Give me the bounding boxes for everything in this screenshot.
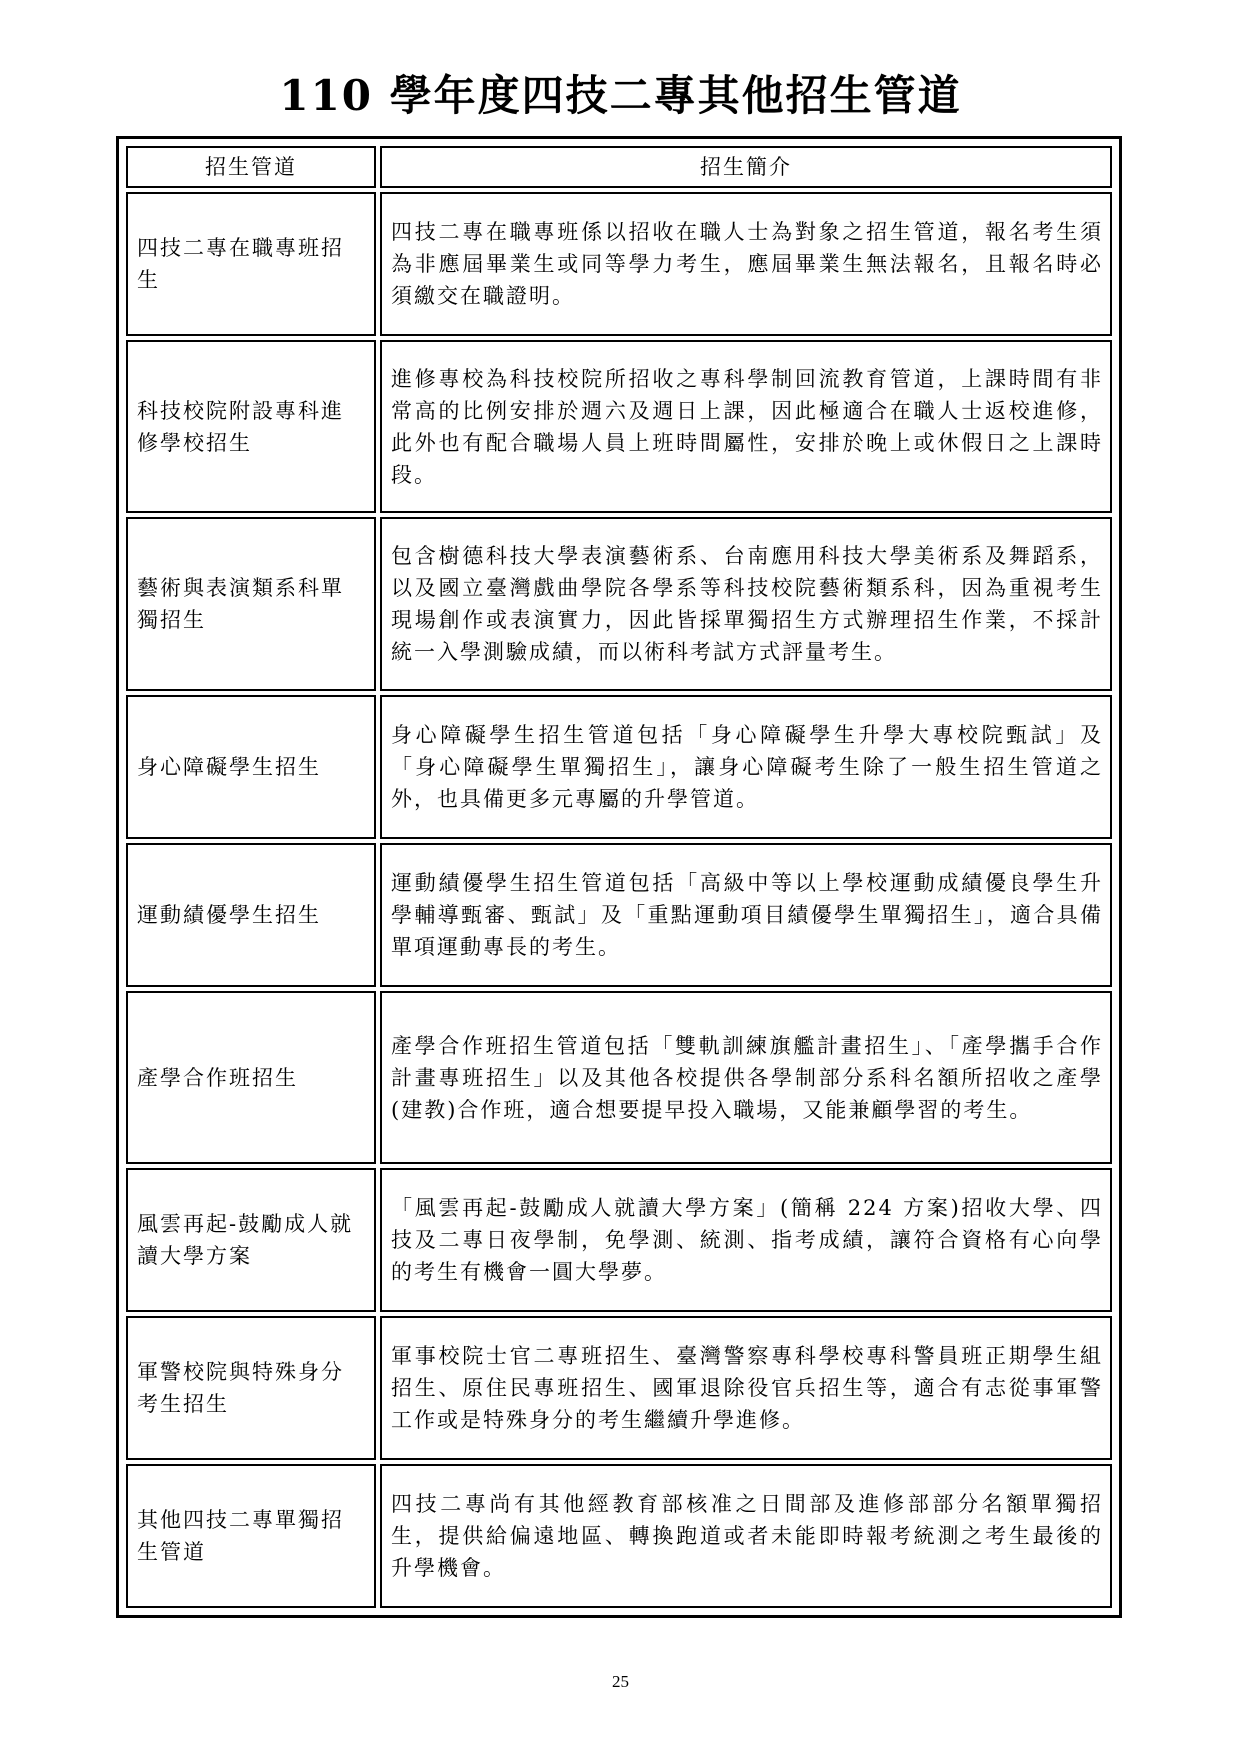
intro-cell: 產學合作班招生管道包括「雙軌訓練旗艦計畫招生」、「產學攜手合作計畫專班招生」以及其他各校提供各學制部分系科名額所招收之產學(建教)合作班，適合想要提早投入職場，又能兼顧學習的考生。 — [380, 991, 1112, 1165]
channel-cell: 其他四技二專單獨招生管道 — [126, 1464, 376, 1608]
intro-cell: 四技二專尚有其他經教育部核准之日間部及進修部部分名額單獨招生，提供給偏遠地區、轉換跑道或者未能即時報考統測之考生最後的升學機會。 — [380, 1464, 1112, 1608]
table-row — [126, 1168, 1112, 1312]
channel-cell: 四技二專在職專班招生 — [126, 192, 376, 336]
table-row — [126, 695, 1112, 839]
intro-cell: 軍事校院士官二專班招生、臺灣警察專科學校專科警員班正期學生組招生、原住民專班招生、國軍退除役官兵招生等，適合有志從事軍警工作或是特殊身分的考生繼續升學進修。 — [380, 1316, 1112, 1460]
channel-cell: 科技校院附設專科進修學校招生 — [126, 340, 376, 514]
channel-cell: 軍警校院與特殊身分考生招生 — [126, 1316, 376, 1460]
table-row — [126, 1316, 1112, 1460]
channel-cell: 藝術與表演類系科單獨招生 — [126, 517, 376, 691]
table-header-row — [126, 146, 1112, 188]
intro-cell: 「風雲再起-鼓勵成人就讀大學方案」(簡稱 224 方案)招收大學、四技及二專日夜學制，免學測、統測、指考成績，讓符合資格有心向學的考生有機會一圓大學夢。 — [380, 1168, 1112, 1312]
channel-cell: 身心障礙學生招生 — [126, 695, 376, 839]
intro-cell: 進修專校為科技校院所招收之專科學制回流教育管道，上課時間有非常高的比例安排於週六及週日上課，因此極適合在職人士返校進修，此外也有配合職場人員上班時間屬性，安排於晚上或休假日之上課時段。 — [380, 340, 1112, 514]
intro-cell: 運動績優學生招生管道包括「高級中等以上學校運動成績優良學生升學輔導甄審、甄試」及「重點運動項目績優學生單獨招生」，適合具備單項運動專長的考生。 — [380, 843, 1112, 987]
intro-cell: 包含樹德科技大學表演藝術系、台南應用科技大學美術系及舞蹈系，以及國立臺灣戲曲學院各學系等科技校院藝術類系科，因為重視考生現場創作或表演實力，因此皆採單獨招生方式辦理招生作業，不採計統一入學測驗成績，而以術科考試方式評量考生。 — [380, 517, 1112, 691]
table-row — [126, 340, 1112, 514]
header-intro: 招生簡介 — [380, 146, 1112, 188]
header-channel: 招生管道 — [126, 146, 376, 188]
channel-cell: 風雲再起-鼓勵成人就讀大學方案 — [126, 1168, 376, 1312]
page-title: 110 學年度四技二專其他招生管道 — [279, 71, 962, 120]
page-number: 25 — [612, 1672, 629, 1691]
intro-cell: 四技二專在職專班係以招收在職人士為對象之招生管道，報名考生須為非應屆畢業生或同等學力考生，應屆畢業生無法報名，且報名時必須繳交在職證明。 — [380, 192, 1112, 336]
admission-channels-table-frame — [116, 136, 1122, 1618]
table-row — [126, 517, 1112, 691]
table-row — [126, 843, 1112, 987]
table-row — [126, 1464, 1112, 1608]
table-row — [126, 991, 1112, 1165]
channel-cell: 產學合作班招生 — [126, 991, 376, 1165]
admission-channels-table — [122, 142, 1116, 1612]
intro-cell: 身心障礙學生招生管道包括「身心障礙學生升學大專校院甄試」及「身心障礙學生單獨招生」，讓身心障礙考生除了一般生招生管道之外，也具備更多元專屬的升學管道。 — [380, 695, 1112, 839]
channel-cell: 運動績優學生招生 — [126, 843, 376, 987]
table-row — [126, 192, 1112, 336]
